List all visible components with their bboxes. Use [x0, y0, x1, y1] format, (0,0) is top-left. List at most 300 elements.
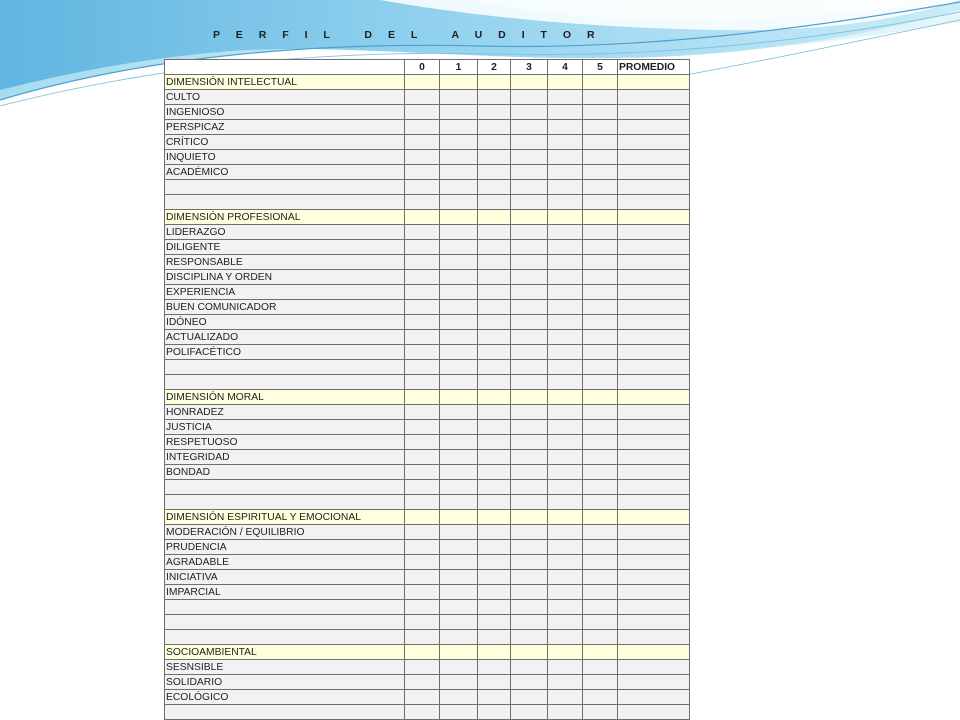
score-cell[interactable] [440, 405, 478, 420]
score-cell[interactable] [511, 450, 548, 465]
score-cell[interactable] [405, 360, 440, 375]
score-cell[interactable] [511, 360, 548, 375]
score-cell[interactable] [548, 240, 583, 255]
average-cell[interactable] [618, 150, 690, 165]
score-cell[interactable] [548, 375, 583, 390]
average-cell[interactable] [618, 135, 690, 150]
score-cell[interactable] [548, 705, 583, 720]
score-cell[interactable] [478, 150, 511, 165]
score-cell[interactable] [548, 225, 583, 240]
score-cell[interactable] [511, 555, 548, 570]
score-cell[interactable] [583, 135, 618, 150]
score-cell[interactable] [511, 270, 548, 285]
score-cell[interactable] [548, 450, 583, 465]
average-cell[interactable] [618, 345, 690, 360]
score-cell[interactable] [511, 90, 548, 105]
score-cell[interactable] [583, 675, 618, 690]
average-cell[interactable] [618, 600, 690, 615]
average-cell[interactable] [618, 495, 690, 510]
score-cell[interactable] [548, 120, 583, 135]
score-cell[interactable] [440, 300, 478, 315]
score-cell[interactable] [478, 600, 511, 615]
score-cell[interactable] [511, 630, 548, 645]
score-cell[interactable] [405, 420, 440, 435]
score-cell[interactable] [548, 270, 583, 285]
score-cell[interactable] [583, 195, 618, 210]
score-cell[interactable] [583, 240, 618, 255]
score-cell[interactable] [511, 240, 548, 255]
average-cell[interactable] [618, 315, 690, 330]
score-cell[interactable] [511, 165, 548, 180]
score-cell[interactable] [440, 600, 478, 615]
score-cell[interactable] [478, 285, 511, 300]
score-cell[interactable] [583, 705, 618, 720]
score-cell[interactable] [440, 225, 478, 240]
section-row [165, 390, 690, 405]
score-cell[interactable] [548, 660, 583, 675]
score-cell[interactable] [478, 195, 511, 210]
score-cell[interactable] [440, 240, 478, 255]
average-cell[interactable] [618, 675, 690, 690]
score-cell[interactable] [478, 90, 511, 105]
trait-label: SESNSIBLE [165, 660, 405, 675]
score-cell[interactable] [583, 330, 618, 345]
average-cell[interactable] [618, 105, 690, 120]
average-cell[interactable] [618, 465, 690, 480]
score-cell[interactable] [478, 300, 511, 315]
trait-label: EXPERIENCIA [165, 285, 405, 300]
score-cell[interactable] [405, 465, 440, 480]
score-cell[interactable] [440, 315, 478, 330]
average-cell[interactable] [618, 630, 690, 645]
score-cell[interactable] [548, 345, 583, 360]
score-cell[interactable] [478, 555, 511, 570]
score-cell[interactable] [405, 285, 440, 300]
score-cell[interactable] [440, 525, 478, 540]
average-cell[interactable] [618, 225, 690, 240]
score-cell[interactable] [511, 225, 548, 240]
score-cell[interactable] [440, 495, 478, 510]
section-fill-cell [440, 390, 478, 405]
header-score-4: 4 [548, 60, 583, 75]
score-cell[interactable] [511, 405, 548, 420]
average-cell[interactable] [618, 90, 690, 105]
score-cell[interactable] [548, 540, 583, 555]
score-cell[interactable] [548, 300, 583, 315]
section-fill-cell [583, 75, 618, 90]
score-cell[interactable] [405, 225, 440, 240]
score-cell[interactable] [548, 255, 583, 270]
score-cell[interactable] [583, 90, 618, 105]
table-row [165, 615, 690, 630]
trait-label: INICIATIVA [165, 570, 405, 585]
score-cell[interactable] [548, 555, 583, 570]
trait-label: LIDERAZGO [165, 225, 405, 240]
table-row [165, 315, 690, 330]
score-cell[interactable] [440, 90, 478, 105]
score-cell[interactable] [583, 165, 618, 180]
score-cell[interactable] [583, 630, 618, 645]
score-cell[interactable] [478, 120, 511, 135]
score-cell[interactable] [548, 675, 583, 690]
score-cell[interactable] [511, 495, 548, 510]
score-cell[interactable] [511, 705, 548, 720]
score-cell[interactable] [405, 240, 440, 255]
score-cell[interactable] [583, 375, 618, 390]
score-cell[interactable] [548, 405, 583, 420]
score-cell[interactable] [440, 255, 478, 270]
score-cell[interactable] [405, 540, 440, 555]
score-cell[interactable] [405, 120, 440, 135]
average-cell[interactable] [618, 360, 690, 375]
score-cell[interactable] [583, 615, 618, 630]
score-cell[interactable] [583, 690, 618, 705]
score-cell[interactable] [478, 135, 511, 150]
score-cell[interactable] [583, 255, 618, 270]
score-cell[interactable] [478, 525, 511, 540]
score-cell[interactable] [478, 630, 511, 645]
score-cell[interactable] [440, 345, 478, 360]
score-cell[interactable] [583, 525, 618, 540]
section-fill-cell [478, 210, 511, 225]
score-cell[interactable] [440, 330, 478, 345]
score-cell[interactable] [511, 105, 548, 120]
score-cell[interactable] [583, 495, 618, 510]
score-cell[interactable] [440, 105, 478, 120]
average-cell[interactable] [618, 705, 690, 720]
score-cell[interactable] [511, 690, 548, 705]
score-cell[interactable] [511, 300, 548, 315]
score-cell[interactable] [478, 420, 511, 435]
score-cell[interactable] [440, 135, 478, 150]
score-cell[interactable] [478, 405, 511, 420]
score-cell[interactable] [583, 180, 618, 195]
score-cell[interactable] [583, 120, 618, 135]
average-cell[interactable] [618, 690, 690, 705]
score-cell[interactable] [511, 315, 548, 330]
trait-label: SOLIDARIO [165, 675, 405, 690]
table-row [165, 300, 690, 315]
table-row [165, 540, 690, 555]
score-cell[interactable] [440, 630, 478, 645]
score-cell[interactable] [583, 150, 618, 165]
score-cell[interactable] [478, 225, 511, 240]
score-cell[interactable] [548, 330, 583, 345]
score-cell[interactable] [583, 600, 618, 615]
score-cell[interactable] [440, 120, 478, 135]
average-cell[interactable] [618, 540, 690, 555]
header-score-1: 1 [440, 60, 478, 75]
score-cell[interactable] [405, 705, 440, 720]
score-cell[interactable] [405, 255, 440, 270]
score-cell[interactable] [583, 585, 618, 600]
section-fill-cell [548, 510, 583, 525]
score-cell[interactable] [511, 420, 548, 435]
score-cell[interactable] [405, 135, 440, 150]
score-cell[interactable] [511, 375, 548, 390]
score-cell[interactable] [478, 690, 511, 705]
score-cell[interactable] [440, 285, 478, 300]
score-cell[interactable] [478, 240, 511, 255]
average-cell[interactable] [618, 165, 690, 180]
trait-label: ECOLÓGICO [165, 690, 405, 705]
score-cell[interactable] [478, 360, 511, 375]
section-fill-cell [618, 390, 690, 405]
score-cell[interactable] [405, 570, 440, 585]
trait-label: IDÓNEO [165, 315, 405, 330]
score-cell[interactable] [478, 270, 511, 285]
score-cell[interactable] [405, 690, 440, 705]
average-cell[interactable] [618, 375, 690, 390]
score-cell[interactable] [405, 180, 440, 195]
score-cell[interactable] [583, 480, 618, 495]
score-cell[interactable] [511, 285, 548, 300]
score-cell[interactable] [583, 570, 618, 585]
average-cell[interactable] [618, 435, 690, 450]
score-cell[interactable] [478, 615, 511, 630]
score-cell[interactable] [440, 465, 478, 480]
score-cell[interactable] [405, 435, 440, 450]
score-cell[interactable] [405, 345, 440, 360]
score-cell[interactable] [511, 255, 548, 270]
score-cell[interactable] [405, 630, 440, 645]
score-cell[interactable] [583, 450, 618, 465]
average-cell[interactable] [618, 285, 690, 300]
score-cell[interactable] [548, 420, 583, 435]
average-cell[interactable] [618, 570, 690, 585]
table-row [165, 525, 690, 540]
score-cell[interactable] [440, 180, 478, 195]
score-cell[interactable] [478, 105, 511, 120]
score-cell[interactable] [478, 255, 511, 270]
average-cell[interactable] [618, 180, 690, 195]
score-cell[interactable] [405, 405, 440, 420]
score-cell[interactable] [405, 105, 440, 120]
score-cell[interactable] [548, 180, 583, 195]
score-cell[interactable] [405, 450, 440, 465]
score-cell[interactable] [548, 435, 583, 450]
average-cell[interactable] [618, 255, 690, 270]
score-cell[interactable] [405, 615, 440, 630]
score-cell[interactable] [548, 570, 583, 585]
trait-label [165, 480, 405, 495]
score-cell[interactable] [548, 90, 583, 105]
score-cell[interactable] [478, 435, 511, 450]
score-cell[interactable] [405, 675, 440, 690]
score-cell[interactable] [548, 135, 583, 150]
score-cell[interactable] [405, 585, 440, 600]
score-cell[interactable] [511, 480, 548, 495]
score-cell[interactable] [583, 405, 618, 420]
score-cell[interactable] [440, 660, 478, 675]
score-cell[interactable] [511, 465, 548, 480]
score-cell[interactable] [511, 540, 548, 555]
score-cell[interactable] [583, 435, 618, 450]
score-cell[interactable] [583, 345, 618, 360]
score-cell[interactable] [511, 135, 548, 150]
score-cell[interactable] [548, 690, 583, 705]
average-cell[interactable] [618, 450, 690, 465]
score-cell[interactable] [440, 435, 478, 450]
section-fill-cell [478, 75, 511, 90]
score-cell[interactable] [440, 540, 478, 555]
average-cell[interactable] [618, 330, 690, 345]
score-cell[interactable] [548, 195, 583, 210]
header-row [165, 60, 690, 75]
score-cell[interactable] [583, 420, 618, 435]
score-cell[interactable] [440, 705, 478, 720]
average-cell[interactable] [618, 300, 690, 315]
section-title: SOCIOAMBIENTAL [165, 645, 405, 660]
score-cell[interactable] [440, 615, 478, 630]
auditor-profile-table [164, 59, 690, 720]
score-cell[interactable] [405, 270, 440, 285]
score-cell[interactable] [440, 555, 478, 570]
score-cell[interactable] [405, 660, 440, 675]
score-cell[interactable] [548, 615, 583, 630]
score-cell[interactable] [511, 675, 548, 690]
score-cell[interactable] [405, 315, 440, 330]
score-cell[interactable] [548, 480, 583, 495]
score-cell[interactable] [478, 705, 511, 720]
table-row [165, 405, 690, 420]
score-cell[interactable] [583, 300, 618, 315]
average-cell[interactable] [618, 555, 690, 570]
section-row [165, 645, 690, 660]
score-cell[interactable] [478, 165, 511, 180]
section-fill-cell [440, 75, 478, 90]
score-cell[interactable] [405, 555, 440, 570]
score-cell[interactable] [440, 450, 478, 465]
score-cell[interactable] [440, 360, 478, 375]
score-cell[interactable] [511, 180, 548, 195]
score-cell[interactable] [511, 345, 548, 360]
average-cell[interactable] [618, 120, 690, 135]
score-cell[interactable] [583, 315, 618, 330]
score-cell[interactable] [405, 330, 440, 345]
score-cell[interactable] [548, 465, 583, 480]
score-cell[interactable] [440, 375, 478, 390]
score-cell[interactable] [583, 360, 618, 375]
score-cell[interactable] [478, 315, 511, 330]
score-cell[interactable] [440, 480, 478, 495]
score-cell[interactable] [478, 180, 511, 195]
section-fill-cell [548, 75, 583, 90]
score-cell[interactable] [511, 585, 548, 600]
score-cell[interactable] [478, 450, 511, 465]
section-fill-cell [405, 510, 440, 525]
score-cell[interactable] [405, 90, 440, 105]
trait-label: ACADÉMICO [165, 165, 405, 180]
average-cell[interactable] [618, 405, 690, 420]
score-cell[interactable] [478, 495, 511, 510]
score-cell[interactable] [440, 570, 478, 585]
score-cell[interactable] [511, 660, 548, 675]
score-cell[interactable] [583, 225, 618, 240]
score-cell[interactable] [583, 465, 618, 480]
score-cell[interactable] [548, 600, 583, 615]
average-cell[interactable] [618, 615, 690, 630]
score-cell[interactable] [511, 195, 548, 210]
score-cell[interactable] [478, 570, 511, 585]
score-cell[interactable] [548, 105, 583, 120]
score-cell[interactable] [478, 345, 511, 360]
score-cell[interactable] [511, 525, 548, 540]
score-cell[interactable] [511, 600, 548, 615]
score-cell[interactable] [478, 675, 511, 690]
section-fill-cell [511, 390, 548, 405]
score-cell[interactable] [478, 585, 511, 600]
score-cell[interactable] [548, 315, 583, 330]
score-cell[interactable] [405, 480, 440, 495]
score-cell[interactable] [548, 360, 583, 375]
score-cell[interactable] [583, 660, 618, 675]
score-cell[interactable] [440, 420, 478, 435]
average-cell[interactable] [618, 195, 690, 210]
score-cell[interactable] [440, 270, 478, 285]
score-cell[interactable] [478, 480, 511, 495]
score-cell[interactable] [548, 585, 583, 600]
score-cell[interactable] [405, 525, 440, 540]
average-cell[interactable] [618, 585, 690, 600]
trait-label: IMPARCIAL [165, 585, 405, 600]
score-cell[interactable] [511, 435, 548, 450]
score-cell[interactable] [583, 105, 618, 120]
score-cell[interactable] [440, 165, 478, 180]
average-cell[interactable] [618, 240, 690, 255]
score-cell[interactable] [478, 375, 511, 390]
average-cell[interactable] [618, 270, 690, 285]
score-cell[interactable] [548, 150, 583, 165]
score-cell[interactable] [440, 675, 478, 690]
score-cell[interactable] [405, 375, 440, 390]
average-cell[interactable] [618, 525, 690, 540]
score-cell[interactable] [583, 555, 618, 570]
score-cell[interactable] [511, 570, 548, 585]
score-cell[interactable] [548, 165, 583, 180]
score-cell[interactable] [511, 120, 548, 135]
score-cell[interactable] [440, 195, 478, 210]
score-cell[interactable] [583, 540, 618, 555]
score-cell[interactable] [405, 495, 440, 510]
average-cell[interactable] [618, 420, 690, 435]
average-cell[interactable] [618, 660, 690, 675]
score-cell[interactable] [405, 600, 440, 615]
score-cell[interactable] [548, 525, 583, 540]
score-cell[interactable] [548, 495, 583, 510]
score-cell[interactable] [478, 465, 511, 480]
score-cell[interactable] [511, 330, 548, 345]
score-cell[interactable] [511, 615, 548, 630]
score-cell[interactable] [405, 150, 440, 165]
section-row [165, 75, 690, 90]
score-cell[interactable] [583, 270, 618, 285]
score-cell[interactable] [405, 300, 440, 315]
score-cell[interactable] [548, 285, 583, 300]
average-cell[interactable] [618, 480, 690, 495]
score-cell[interactable] [583, 285, 618, 300]
score-cell[interactable] [478, 540, 511, 555]
score-cell[interactable] [440, 690, 478, 705]
score-cell[interactable] [440, 585, 478, 600]
score-cell[interactable] [440, 150, 478, 165]
score-cell[interactable] [405, 165, 440, 180]
score-cell[interactable] [478, 330, 511, 345]
score-cell[interactable] [548, 630, 583, 645]
score-cell[interactable] [511, 150, 548, 165]
score-cell[interactable] [478, 660, 511, 675]
score-cell[interactable] [405, 195, 440, 210]
